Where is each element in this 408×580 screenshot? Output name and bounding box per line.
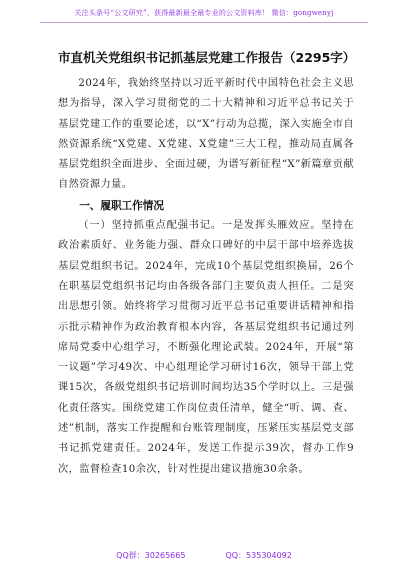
section-heading-1: 一、履职工作情况	[79, 199, 164, 212]
header-banner: 关注头条号“公文研究”，获得最新最全最专业的公文资料库！ 微信：gongwenyj	[74, 9, 334, 17]
document-body	[58, 74, 354, 480]
footer-qq-group: QQ群：30265665	[116, 551, 186, 560]
intro-paragraph: 2024年，我始终坚持以习近平新时代中国特色社会主义思想为指导，深入学习贯彻党的二十大精神和习近平总书记关于基层党建工作的重要论述，以“X”行动为总揽，深入实施全市自然资源系统“X党建、X党建、X党建”三大工程，推动局直属各基层党组织全面进步、全面过硬，为谱写新征程“X”新篇章贡献自然资源力量。	[58, 78, 354, 191]
document-title: 市直机关党组织书记抓基层党建工作报告（2295字）	[58, 50, 356, 65]
header-divider	[40, 22, 368, 23]
footer-qq-contact: QQ：535304092	[225, 551, 292, 560]
section-1-paragraph: （一）坚持抓重点配强书记。一是发挥头雁效应。坚持在政治素质好、业务能力强、群众口碑好的中层干部中培养选拔基层党组织书记。2024年，完成10个基层党组织换届，26个在职基层党组织书记均由各级各部门主要负责人担任。二是突出思想引领。始终将学习贯彻习近平总书记重要讲话精神和指示批示精神作为政治教育根本内容，各基层党组织书记通过列席局党委中心组学习，不断强化理论武装。2024年，开展“第一议题”学习49次、中心组理论学习研讨16次，领导干部上党课15次，各级党组织书记培训时间均达35个学时以上。三是强化责任落实。围绕党建工作岗位责任清单，健全“听、调、查、述”机制，落实工作提醒和台账管理制度，压紧压实基层党支部书记抓党建责任。2024年，发送工作提示39次，督办工作9次，监督检查10余次，针对性提出建议措施30余条。	[58, 220, 354, 475]
footer	[0, 550, 408, 561]
